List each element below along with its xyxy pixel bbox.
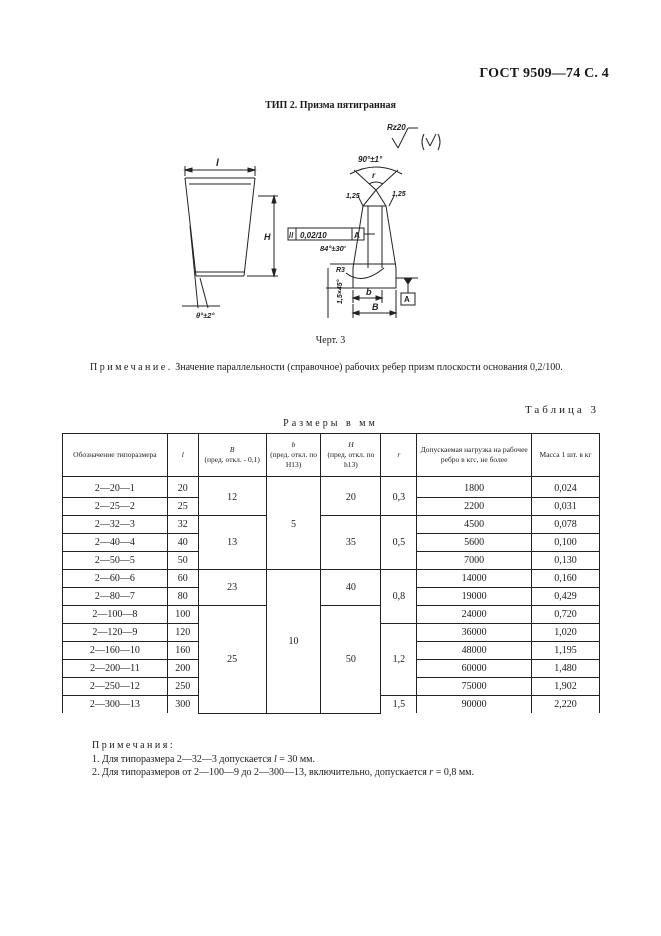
cell-l: 40 bbox=[167, 534, 198, 552]
tolerance-value: 0,02/10 bbox=[300, 231, 327, 240]
table-row bbox=[63, 570, 600, 588]
section-title: ТИП 2. Призма пятигранная bbox=[265, 100, 396, 111]
cell-designation: 2—20—1 bbox=[63, 480, 168, 498]
cell-l: 200 bbox=[167, 660, 198, 678]
cell-mass: 0,024 bbox=[532, 480, 600, 498]
cell-mass: 0,100 bbox=[532, 534, 600, 552]
note-item-1: 1. Для типоразмера 2—32—3 допускается l = 30 мм. bbox=[92, 754, 316, 765]
h1-label: 1,25 bbox=[346, 193, 360, 200]
cell-load: 90000 bbox=[417, 696, 532, 714]
cell-l: 120 bbox=[167, 624, 198, 642]
B-dim-label: B bbox=[372, 302, 379, 312]
cell-designation: 2—200—11 bbox=[63, 660, 168, 678]
cell-load: 60000 bbox=[417, 660, 532, 678]
cell-l: 80 bbox=[167, 588, 198, 606]
cell-mass: 1,902 bbox=[532, 678, 600, 696]
cell-H: 20 bbox=[321, 480, 381, 516]
table-label: Таблица 3 bbox=[524, 404, 599, 416]
cell-l: 32 bbox=[167, 516, 198, 534]
cell-load: 4500 bbox=[417, 516, 532, 534]
header-b: b (пред. откл. по H13) bbox=[266, 434, 321, 477]
l-dim-label: l bbox=[216, 158, 219, 169]
cell-load: 1800 bbox=[417, 480, 532, 498]
radius-label: R3 bbox=[336, 267, 345, 274]
cell-B: 12 bbox=[198, 480, 266, 516]
cell-b: 10 bbox=[266, 570, 321, 714]
cell-mass: 0,720 bbox=[532, 606, 600, 624]
note-lead: Примечание. bbox=[90, 362, 173, 373]
note-parallelism bbox=[62, 360, 602, 375]
header-mass: Масса 1 шт. в кг bbox=[532, 434, 600, 477]
cell-B: 25 bbox=[198, 606, 266, 714]
cell-mass: 0,429 bbox=[532, 588, 600, 606]
table-header-row bbox=[63, 434, 600, 477]
cell-r: 1,2 bbox=[381, 624, 417, 696]
roughness-label: Rz20 bbox=[387, 123, 406, 132]
cell-mass: 0,160 bbox=[532, 570, 600, 588]
cell-mass: 0,031 bbox=[532, 498, 600, 516]
cell-r: 0,3 bbox=[381, 480, 417, 516]
header-designation: Обозначение типоразмера bbox=[63, 434, 168, 477]
cell-designation: 2—100—8 bbox=[63, 606, 168, 624]
header-r: r bbox=[381, 434, 417, 477]
cell-mass: 0,130 bbox=[532, 552, 600, 570]
note-item-2: 2. Для типоразмеров от 2—100—9 до 2—300—13, включительно, допускается r = 0,8 мм. bbox=[92, 767, 474, 778]
cell-load: 36000 bbox=[417, 624, 532, 642]
cell-designation: 2—120—9 bbox=[63, 624, 168, 642]
cell-designation: 2—32—3 bbox=[63, 516, 168, 534]
cell-r: 0,8 bbox=[381, 570, 417, 624]
cell-l: 50 bbox=[167, 552, 198, 570]
cell-l: 160 bbox=[167, 642, 198, 660]
angle-top-label: 90°±1° bbox=[358, 155, 383, 164]
cell-mass: 1,480 bbox=[532, 660, 600, 678]
cell-designation: 2—50—5 bbox=[63, 552, 168, 570]
table-row bbox=[63, 606, 600, 624]
header-H: H (пред. откл. по h13) bbox=[321, 434, 381, 477]
dims-label: Размеры в мм bbox=[283, 418, 378, 429]
note-text: Значение параллельности (справочное) рабочих ребер призм плоскости основания 0,2/100. bbox=[172, 362, 563, 373]
prism-drawing bbox=[150, 118, 450, 333]
cell-load: 5600 bbox=[417, 534, 532, 552]
table-row bbox=[63, 516, 600, 534]
sizes-table bbox=[62, 433, 600, 714]
cell-designation: 2—250—12 bbox=[63, 678, 168, 696]
cell-mass: 2,220 bbox=[532, 696, 600, 714]
cell-H: 35 bbox=[321, 516, 381, 570]
h2-label: 1,25 bbox=[392, 191, 406, 198]
cell-r: 0,5 bbox=[381, 516, 417, 570]
cell-r: 1,5 bbox=[381, 696, 417, 714]
header-load: Допускаемая нагрузка на рабочее ребро в кгс, не более bbox=[417, 434, 532, 477]
cell-designation: 2—300—13 bbox=[63, 696, 168, 714]
angle-bottom-label: θ°±2° bbox=[196, 311, 215, 320]
tolerance-datum: A bbox=[354, 231, 360, 240]
cell-load: 75000 bbox=[417, 678, 532, 696]
cell-designation: 2—40—4 bbox=[63, 534, 168, 552]
cell-designation: 2—80—7 bbox=[63, 588, 168, 606]
cell-B: 13 bbox=[198, 516, 266, 570]
cell-load: 48000 bbox=[417, 642, 532, 660]
cell-l: 20 bbox=[167, 480, 198, 498]
cell-B: 23 bbox=[198, 570, 266, 606]
figure-caption: Черт. 3 bbox=[315, 335, 346, 346]
cell-mass: 1,020 bbox=[532, 624, 600, 642]
cell-l: 250 bbox=[167, 678, 198, 696]
cell-l: 100 bbox=[167, 606, 198, 624]
angle-side-label: 84°±30' bbox=[320, 244, 346, 253]
cell-load: 14000 bbox=[417, 570, 532, 588]
cell-designation: 2—25—2 bbox=[63, 498, 168, 516]
cell-l: 60 bbox=[167, 570, 198, 588]
cell-load: 2200 bbox=[417, 498, 532, 516]
notes-heading: Примечания: bbox=[92, 740, 176, 751]
cell-load: 24000 bbox=[417, 606, 532, 624]
chamfer-label: 1,5×45° bbox=[337, 279, 344, 304]
tolerance-symbol: // bbox=[289, 231, 294, 240]
cell-mass: 1,195 bbox=[532, 642, 600, 660]
H-dim-label: H bbox=[264, 232, 271, 242]
cell-designation: 2—60—6 bbox=[63, 570, 168, 588]
notes-list bbox=[92, 753, 474, 779]
header-B: B (пред. откл. - 0,1) bbox=[198, 434, 266, 477]
cell-H: 40 bbox=[321, 570, 381, 606]
header-l: l bbox=[167, 434, 198, 477]
cell-l: 300 bbox=[167, 696, 198, 714]
cell-load: 7000 bbox=[417, 552, 532, 570]
cell-load: 19000 bbox=[417, 588, 532, 606]
page-header: ГОСТ 9509—74 С. 4 bbox=[479, 66, 609, 81]
b-dim-label: b bbox=[366, 287, 372, 297]
cell-l: 25 bbox=[167, 498, 198, 516]
cell-b: 5 bbox=[266, 480, 321, 570]
datum-label: A bbox=[404, 295, 410, 304]
cell-designation: 2—160—10 bbox=[63, 642, 168, 660]
cell-H: 50 bbox=[321, 606, 381, 714]
cell-mass: 0,078 bbox=[532, 516, 600, 534]
table-row bbox=[63, 480, 600, 498]
r-label: r bbox=[372, 171, 376, 180]
